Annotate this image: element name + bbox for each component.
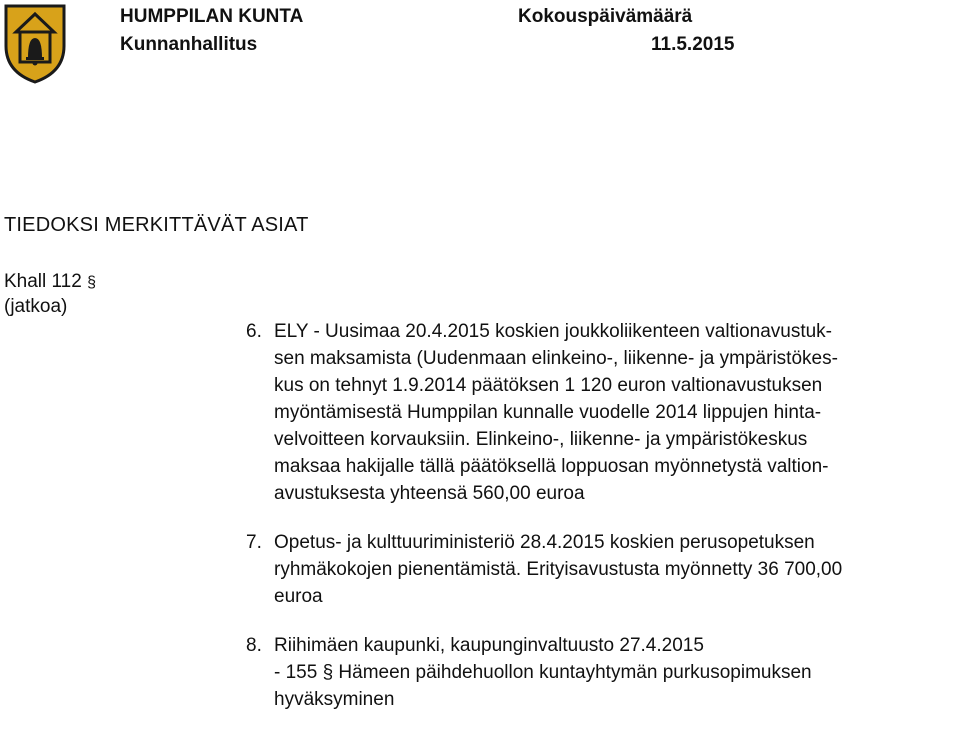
list-item xyxy=(246,529,958,610)
item-text: ELY - Uusimaa 20.4.2015 koskien joukkoliikenteen valtionavustuk- sen maksamista (Uudenmaan elinkeino-, liikenne- ja ympäristökes- kus on tehnyt 1.9.2014 päätöksen 1 120 euron valtionavustuksen myöntämisestä Humppilan kunnalle vuodelle 2014 lippujen hinta- velvoitteen korvauksiin. Elinkeino-, liikenne- ja ympäristökeskus maksaa hakijalle tällä päätöksellä loppuosan myönnetystä valtion- avustuksesta yhteensä 560,00 euroa xyxy=(274,321,838,504)
notice-list xyxy=(246,318,958,735)
meeting-date-label: Kokouspäivämäärä xyxy=(518,6,693,27)
municipal-crest-logo xyxy=(2,2,68,84)
item-number: 7. xyxy=(246,532,262,553)
item-subtext: - 155 § Hämeen päihdehuollon kuntayhtymän purkusopimuksen hyväksyminen xyxy=(274,662,812,710)
municipality-name: HUMPPILAN KUNTA xyxy=(120,6,304,27)
item-text: Riihimäen kaupunki, kaupunginvaltuusto 27.4.2015 xyxy=(274,635,704,656)
paragraph-sign: § xyxy=(87,274,97,291)
reference-number: Khall 112 xyxy=(4,271,82,292)
board-name: Kunnanhallitus xyxy=(120,34,258,55)
section-title: TIEDOKSI MERKITTÄVÄT ASIAT xyxy=(4,214,309,236)
reference-continuation: (jatkoa) xyxy=(4,296,68,317)
list-item xyxy=(246,318,958,507)
list-item xyxy=(246,632,958,713)
item-number: 8. xyxy=(246,635,262,656)
item-number: 6. xyxy=(246,321,262,342)
meeting-date: 11.5.2015 xyxy=(651,34,735,55)
item-text: Opetus- ja kulttuuriministeriö 28.4.2015 koskien perusopetuksen ryhmäkokojen pienentämistä. Erityisavustusta myönnetty 36 700,00 euroa xyxy=(274,532,843,607)
minutes-reference xyxy=(4,270,96,319)
